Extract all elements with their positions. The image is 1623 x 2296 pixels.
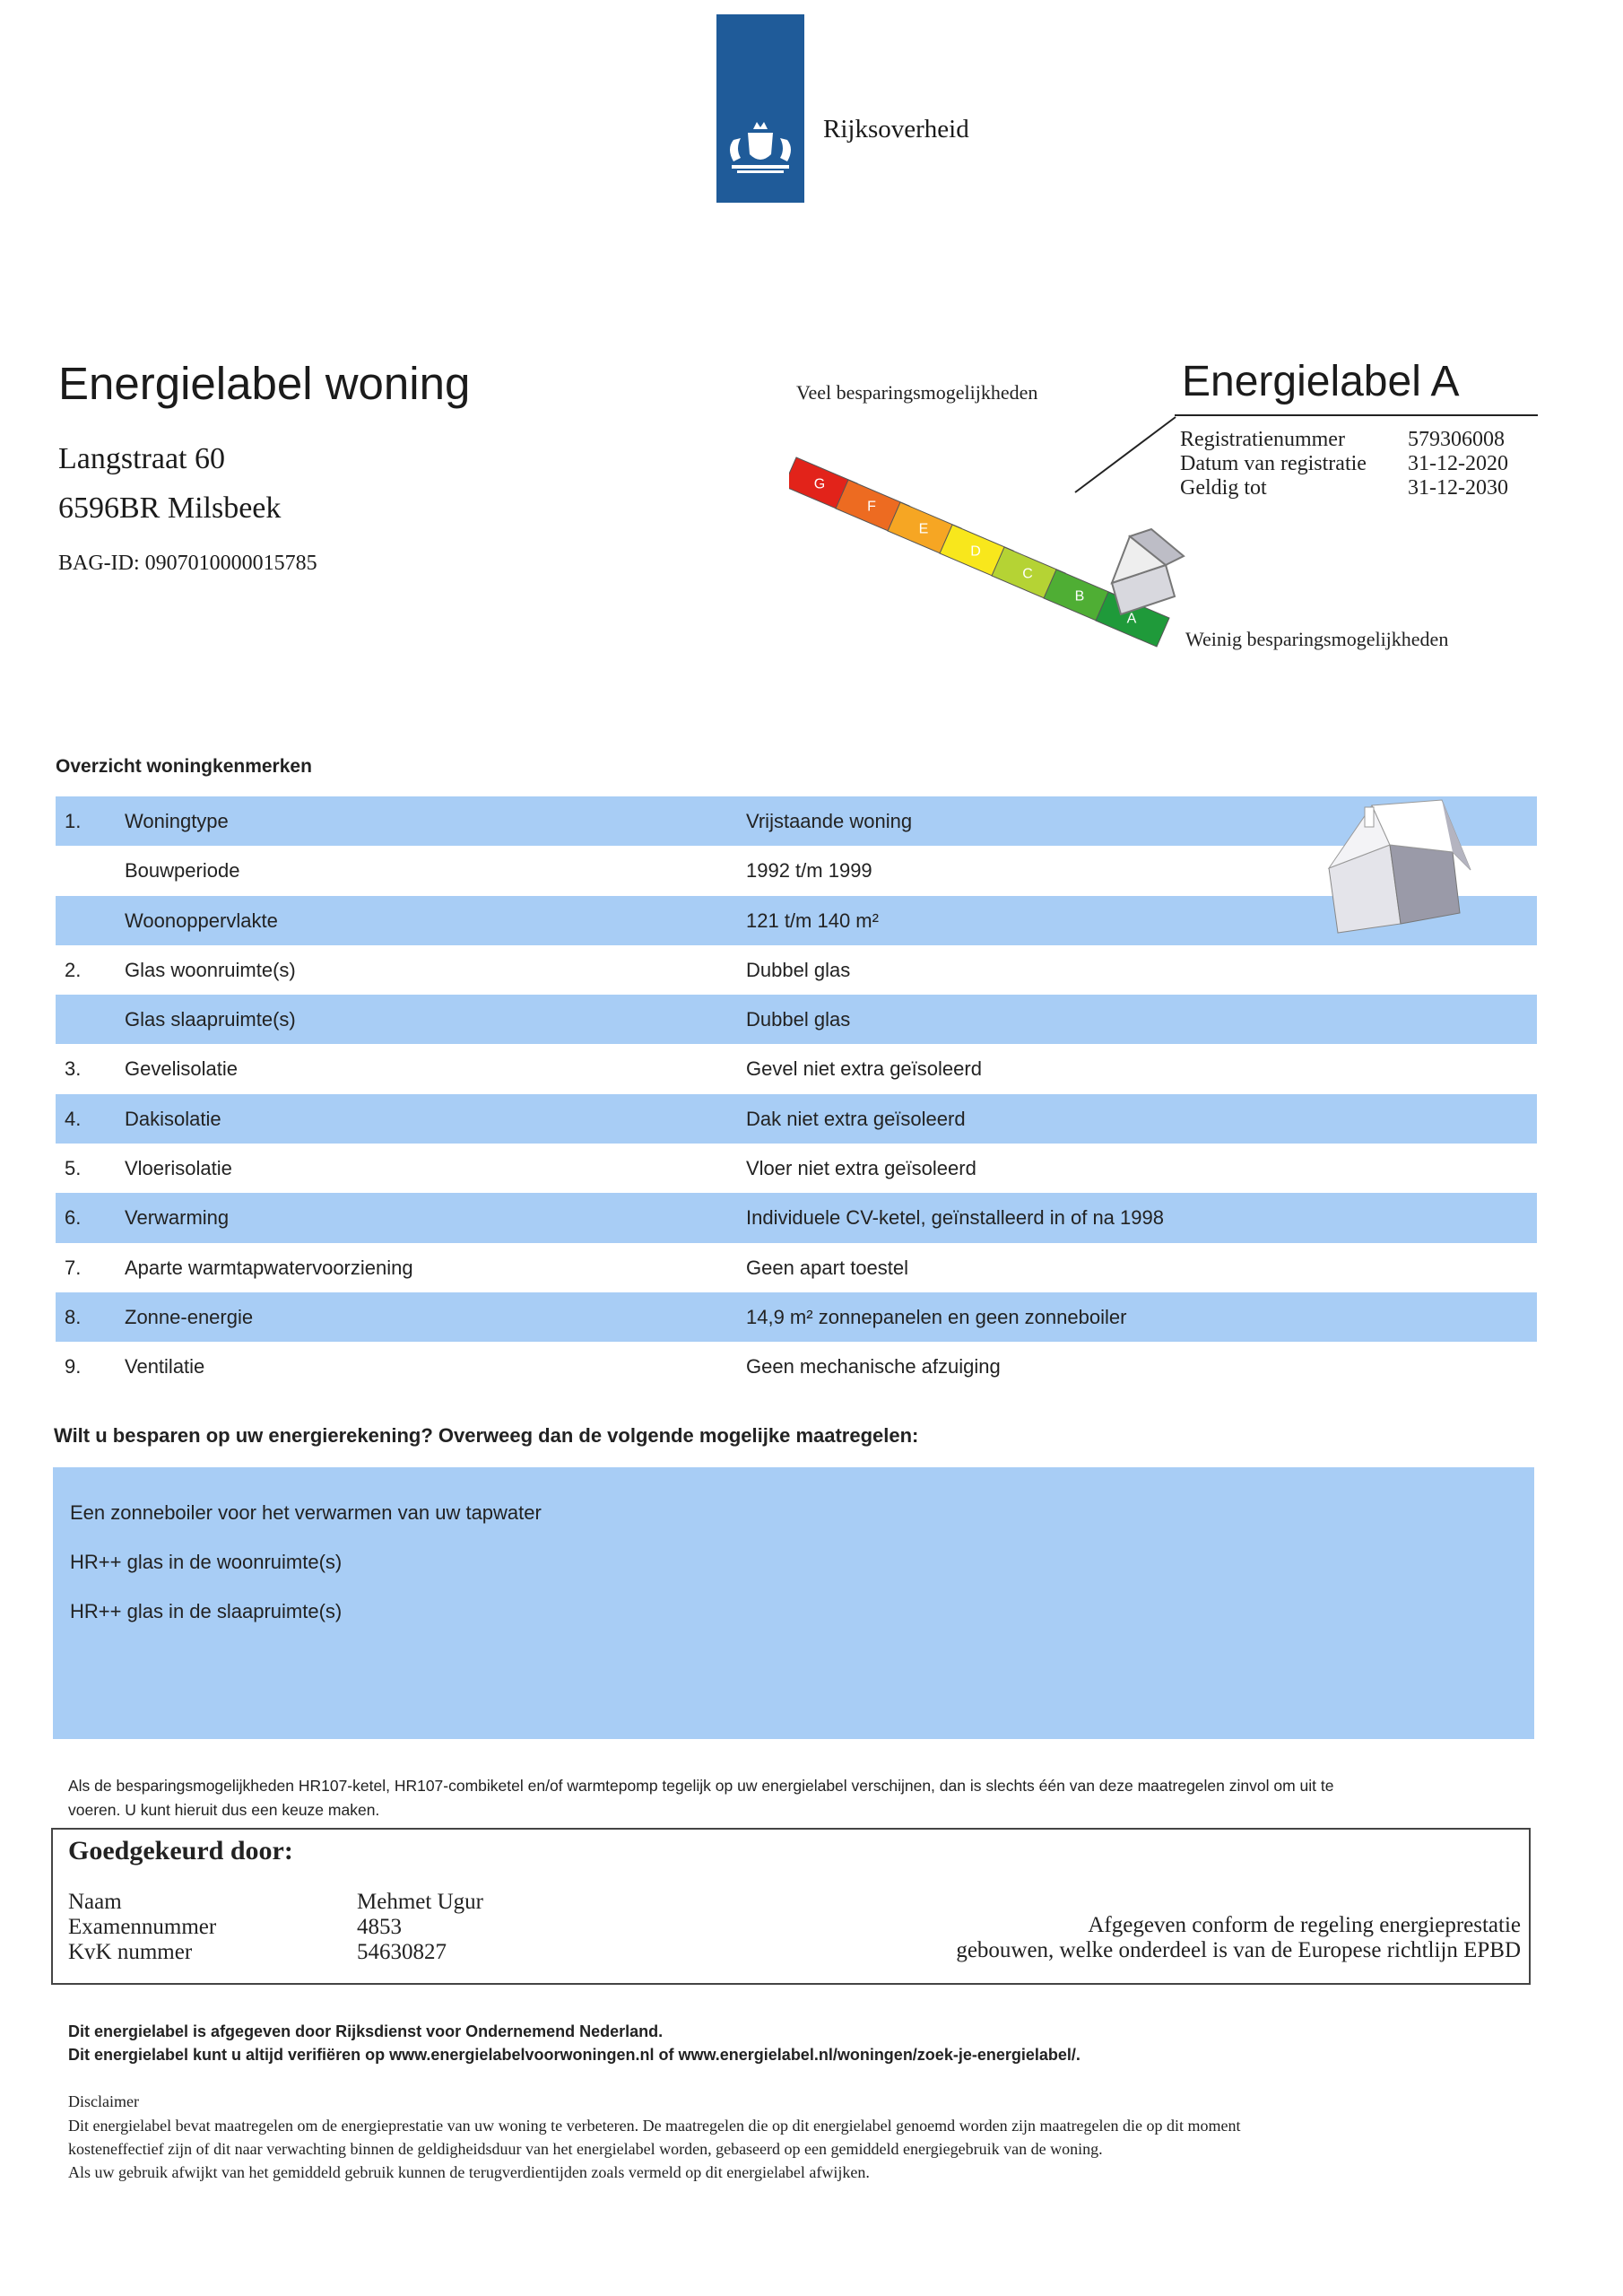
row-value: Vloer niet extra geïsoleerd [746,1157,976,1180]
row-label: Glas woonruimte(s) [125,958,296,981]
row-label: Woningtype [125,810,229,832]
row-value: Dubbel glas [746,958,851,981]
table-row [56,1342,1537,1391]
row-number: 2. [65,958,82,981]
scale-letter: C [1022,566,1033,582]
rijksoverheid-logo [716,14,804,203]
row-label: Ventilatie [125,1355,205,1378]
row-value: Vrijstaande woning [746,810,913,832]
row-label: Zonne-energie [125,1305,254,1328]
row-number: 9. [65,1355,82,1378]
approval-title: Goedgekeurd door: [68,1836,293,1866]
approval-name-value: Mehmet Ugur [357,1890,483,1914]
valid-until-value: 31-12-2030 [1408,476,1508,500]
house-icon [1318,798,1497,942]
page-title: Energielabel woning [58,358,471,409]
table-row [56,846,1537,895]
overview-heading: Overzicht woningkenmerken [56,756,312,777]
registration-date-key: Datum van registratie [1180,452,1367,475]
bag-id: BAG-ID: 0907010000015785 [58,552,317,575]
table-row [56,945,1537,995]
row-value: Individuele CV-ketel, geïnstalleerd in of na 1998 [746,1206,1164,1230]
row-label: Dakisolatie [125,1107,221,1130]
measure-item: Een zonneboiler voor het verwarmen van uw tapwater [70,1501,542,1524]
scale-bottom-label: Weinig besparingsmogelijkheden [1185,628,1449,650]
row-number: 3. [65,1057,82,1081]
label-divider [1175,414,1538,416]
scale-letter: F [867,499,876,515]
row-label: Verwarming [125,1206,230,1230]
row-number: 8. [65,1305,82,1328]
row-value: Dubbel glas [746,1008,851,1031]
row-label: Glas slaapruimte(s) [125,1008,296,1031]
approval-exam-value: 4853 [357,1915,402,1939]
scale-letter: E [918,521,929,537]
disclaimer-line: Dit energielabel bevat maatregelen om de energieprestatie van uw woning te verbeteren. De maatregelen die op dit energielabel genoemd worden zijn maatregelen die op dit moment [68,2117,1241,2135]
measures-note-line: Als de besparingsmogelijkheden HR107-ketel, HR107-combiketel en/of warmtepomp tegelijk op uw energielabel verschijnen, dan is slechts één van deze maatregelen zinvol om uit te [68,1777,1334,1795]
address-city: 6596BR Milsbeek [58,491,282,525]
label-pointer-line [1072,415,1179,496]
measures-note-line: voeren. U kunt hieruit dus een keuze maken. [68,1801,380,1819]
registration-value: 579306008 [1408,428,1505,451]
table-row [56,896,1537,945]
conformity-line: Afgegeven conform de regeling energieprestatie [1088,1913,1521,1937]
measures-note [68,1774,1503,1822]
address-street: Langstraat 60 [58,442,225,475]
measures-heading: Wilt u besparen op uw energierekening? Overweeg dan de volgende mogelijke maatregelen: [54,1424,919,1447]
measure-item: HR++ glas in de woonruimte(s) [70,1551,343,1573]
scale-letter: G [813,476,826,492]
row-value: 121 t/m 140 m² [746,909,879,932]
logo-text: Rijksoverheid [823,115,969,144]
row-label: Woonoppervlakte [125,909,278,932]
table-row [56,796,1537,846]
verify-line: Dit energielabel kunt u altijd verifiëren op www.energielabelvoorwoningen.nl of www.energielabel.nl/woningen/zoek-je-energielabel/. [68,2046,1081,2064]
disclaimer-title: Disclaimer [68,2092,139,2110]
approval-kvk-key: KvK nummer [68,1940,193,1964]
row-value: Gevel niet extra geïsoleerd [746,1057,982,1081]
approval-name-key: Naam [68,1890,122,1914]
row-value: Geen mechanische afzuiging [746,1355,1001,1378]
scale-letter: D [970,544,981,560]
row-number: 5. [65,1157,82,1180]
approval-exam-key: Examennummer [68,1915,217,1939]
row-value: Geen apart toestel [746,1256,909,1279]
table-row [56,995,1537,1044]
table-row [56,1292,1537,1342]
table-row [56,1243,1537,1292]
table-row [56,1044,1537,1093]
row-value: Dak niet extra geïsoleerd [746,1107,966,1130]
row-value: 14,9 m² zonnepanelen en geen zonneboiler [746,1305,1127,1328]
row-label: Gevelisolatie [125,1057,238,1081]
overview-table [56,796,1537,1392]
row-number: 1. [65,810,82,832]
house-icon [1112,529,1184,614]
measure-item: HR++ glas in de slaapruimte(s) [70,1600,343,1622]
disclaimer-line: kosteneffectief zijn of dit naar verwachting binnen de geldigheidsduur van het energielabel worden, gebaseerd op een gemiddeld energiegebruik van de woning. [68,2140,1103,2158]
registration-date-value: 31-12-2020 [1408,452,1508,475]
row-label: Vloerisolatie [125,1157,232,1180]
disclaimer-line: Als uw gebruik afwijkt van het gemiddeld gebruik kunnen de terugverdientijden zoals vermeld op dit energielabel afwijken. [68,2163,870,2181]
row-value: 1992 t/m 1999 [746,859,872,883]
row-number: 4. [65,1107,82,1130]
coat-of-arms-icon [716,14,804,203]
table-row [56,1193,1537,1242]
approval-kvk-value: 54630827 [357,1940,447,1964]
scale-top-label: Veel besparingsmogelijkheden [796,381,1038,404]
table-row [56,1094,1537,1144]
table-row [56,1144,1537,1193]
row-number: 7. [65,1256,82,1279]
scale-letter: B [1074,588,1085,604]
scale-letter: A [1126,611,1137,627]
registration-key: Registratienummer [1180,428,1345,451]
row-number: 6. [65,1206,82,1230]
valid-until-key: Geldig tot [1180,476,1267,500]
row-label: Aparte warmtapwatervoorziening [125,1256,413,1279]
energy-label-title: Energielabel A [1182,358,1460,405]
conformity-line: gebouwen, welke onderdeel is van de Europese richtlijn EPBD [956,1938,1521,1962]
row-label: Bouwperiode [125,859,240,883]
issuer-line: Dit energielabel is afgegeven door Rijksdienst voor Ondernemend Nederland. [68,2022,664,2040]
